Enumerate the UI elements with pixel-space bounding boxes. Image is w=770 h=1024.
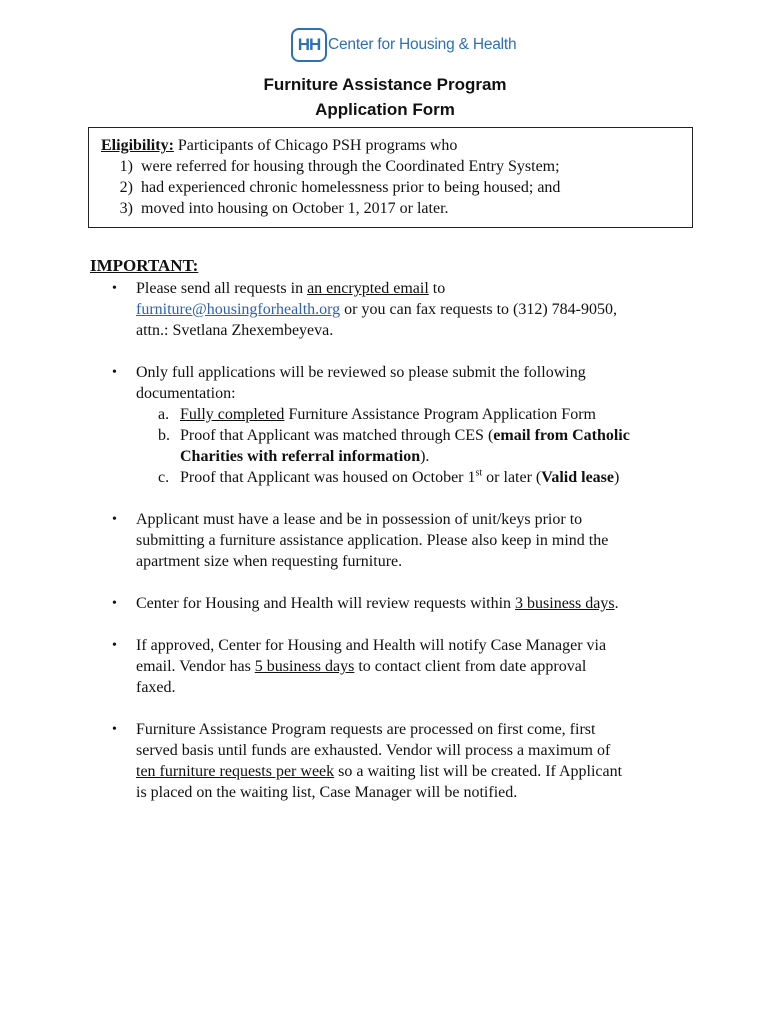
sub-item-c: c. Proof that Applicant was housed on October 1st or later (Valid lease) bbox=[158, 467, 620, 486]
eligibility-label: Eligibility: bbox=[101, 137, 174, 154]
page-title: Furniture Assistance Program bbox=[263, 75, 507, 94]
bullet-review-time: • Center for Housing and Health will review requests within 3 business days. bbox=[90, 593, 690, 614]
page-subtitle: Application Form bbox=[315, 100, 455, 119]
important-list bbox=[90, 278, 690, 803]
bullet-full-applications: • Only full applications will be reviewed so please submit the following documentation: bbox=[90, 362, 690, 404]
eligibility-intro: Eligibility: Participants of Chicago PSH programs who bbox=[101, 137, 458, 154]
list-item: 3) moved into housing on October 1, 2017 or later. bbox=[119, 200, 449, 217]
encrypted-email-link[interactable]: an encrypted email bbox=[307, 280, 429, 297]
email-link[interactable]: furniture@housingforhealth.org bbox=[136, 301, 341, 318]
eligibility-box bbox=[88, 127, 693, 228]
sub-item-b: b. Proof that Applicant was matched through CES (email from Catholic Charities with referral information). bbox=[158, 427, 630, 465]
bullet-approval: • If approved, Center for Housing and Health will notify Case Manager via email. Vendor has 5 business days to contact client from date approval faxed. bbox=[90, 635, 690, 698]
logo-text: Center for Housing & Health bbox=[328, 36, 517, 53]
list-item: 2) had experienced chronic homelessness prior to being housed; and bbox=[119, 179, 561, 196]
sub-item-a: a. Fully completed Furniture Assistance Program Application Form bbox=[158, 406, 596, 423]
bullet-lease-requirement: • Applicant must have a lease and be in possession of unit/keys prior to submitting a furniture assistance application. Please also keep in mind the apartment size when requesting furniture. bbox=[90, 509, 690, 572]
logo-mark: HH bbox=[291, 28, 327, 62]
bullet-processing: • Furniture Assistance Program requests are processed on first come, first served basis until funds are exhausted. Vendor will process a maximum of ten furniture requests per week so a waiting list will be created. If Applicant is placed on the waiting list, Case Manager will be notified. bbox=[90, 719, 690, 803]
logo bbox=[291, 26, 516, 64]
bullet-send-requests: • Please send all requests in an encrypted email to furniture@housingforhealth.org or you can fax requests to (312) 784-9050, attn.: Svetlana Zhexembeyeva. bbox=[90, 278, 690, 341]
list-item: 1) were referred for housing through the Coordinated Entry System; bbox=[119, 158, 560, 175]
eligibility-list bbox=[101, 156, 682, 219]
important-heading: IMPORTANT: bbox=[90, 256, 199, 275]
